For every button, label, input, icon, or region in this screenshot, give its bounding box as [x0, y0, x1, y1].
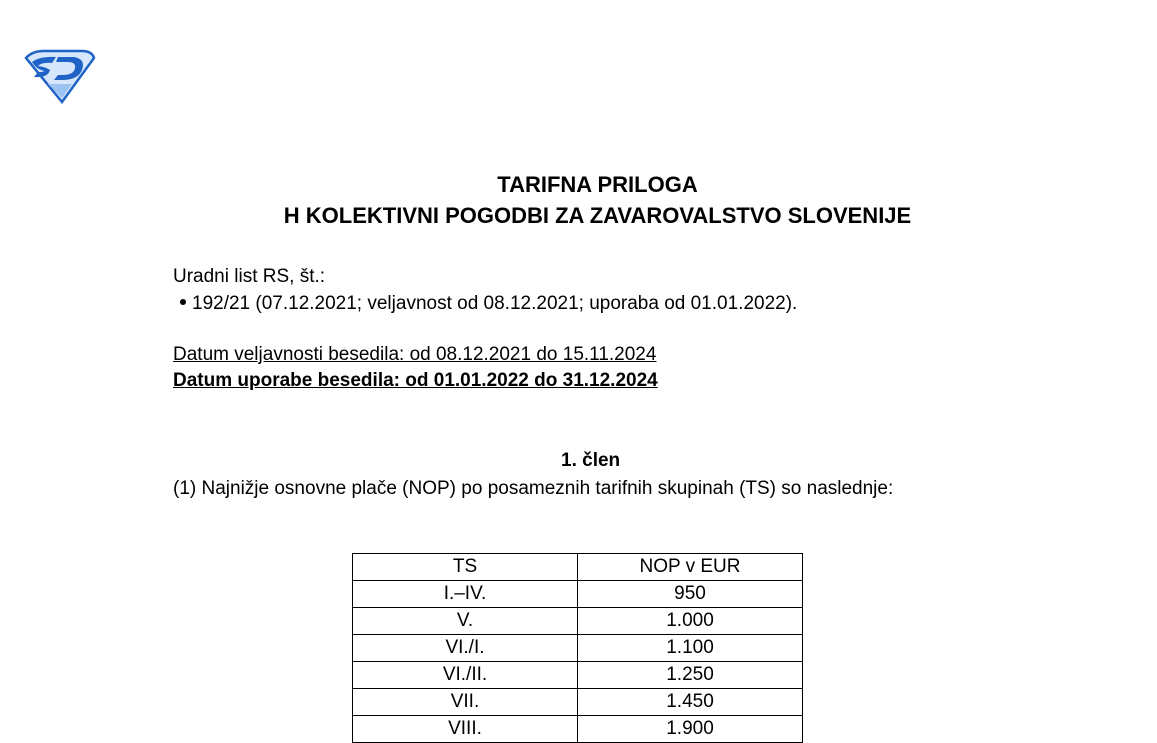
ts-cell: VI./I. — [353, 635, 578, 662]
table-row — [353, 689, 803, 716]
nop-cell: 950 — [578, 581, 803, 608]
zavarovalstvo-shield-logo-icon — [22, 48, 96, 104]
nop-cell: 1.000 — [578, 608, 803, 635]
tariff-table — [352, 553, 803, 743]
ts-cell: VIII. — [353, 716, 578, 743]
gazette-item-text: 192/21 (07.12.2021; veljavnost od 08.12.2021; uporaba od 01.01.2022). — [192, 293, 798, 314]
ts-cell: VI./II. — [353, 662, 578, 689]
article-heading: 1. člen — [561, 450, 621, 471]
ts-cell: VII. — [353, 689, 578, 716]
table-row — [353, 662, 803, 689]
gazette-label: Uradni list RS, št.: — [173, 266, 326, 287]
nop-cell: 1.900 — [578, 716, 803, 743]
validity-date: Datum veljavnosti besedila: od 08.12.2021 do 15.11.2024 — [173, 344, 657, 365]
document-title-line-1: TARIFNA PRILOGA — [497, 172, 698, 197]
table-row — [353, 716, 803, 743]
article-paragraph-text: (1) Najnižje osnovne plače (NOP) po posameznih tarifnih skupinah (TS) so naslednje: — [173, 478, 894, 499]
table-row — [353, 608, 803, 635]
article-paragraph — [137, 476, 1021, 502]
table-header-row — [353, 554, 803, 581]
document-title-line-2: H KOLEKTIVNI POGODBI ZA ZAVAROVALSTVO SLOVENIJE — [283, 203, 912, 228]
bullet-icon — [180, 299, 186, 305]
nop-cell: 1.450 — [578, 689, 803, 716]
ts-cell: V. — [353, 608, 578, 635]
column-header-nop: NOP v EUR — [578, 554, 803, 581]
application-date: Datum uporabe besedila: od 01.01.2022 do 31.12.2024 — [173, 370, 658, 391]
nop-cell: 1.250 — [578, 662, 803, 689]
nop-cell: 1.100 — [578, 635, 803, 662]
table-row — [353, 581, 803, 608]
column-header-ts: TS — [353, 554, 578, 581]
gazette-list-item — [180, 292, 797, 316]
table-row — [353, 635, 803, 662]
ts-cell: I.–IV. — [353, 581, 578, 608]
